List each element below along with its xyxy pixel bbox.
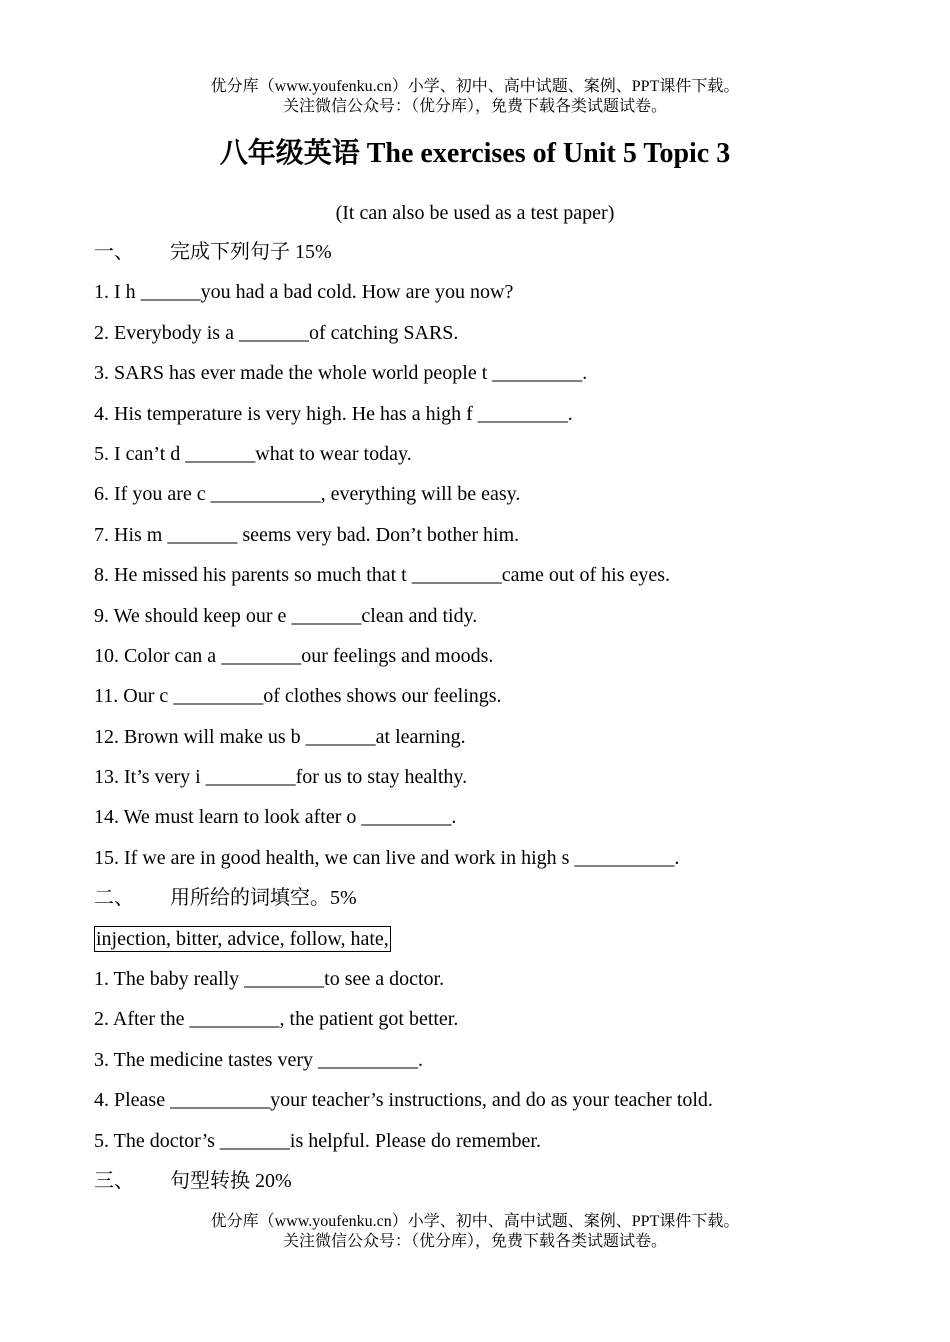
section-1-question: 7. His m _______ seems very bad. Don’t bother him. — [94, 523, 520, 546]
section-1-question: 6. If you are c ___________, everything will be easy. — [94, 483, 521, 506]
section-3-title: 句型转换 20% — [170, 1169, 292, 1192]
section-1-question: 3. SARS has ever made the whole world people t _________. — [94, 362, 588, 385]
document-subtitle: (It can also be used as a test paper) — [335, 202, 615, 224]
footer-line-2: 关注微信公众号：（优分库），免费下载各类试题试卷。 — [282, 1233, 667, 1250]
section-1-question: 10. Color can a ________our feelings and moods. — [94, 644, 494, 667]
section-3-number: 三、 — [94, 1169, 134, 1192]
section-1-question: 13. It’s very i _________for us to stay healthy. — [94, 766, 468, 789]
word-box-row — [94, 925, 914, 965]
section-2-title: 用所给的词填空。5% — [170, 887, 357, 910]
section-3-heading — [94, 1167, 914, 1207]
section-1-number: 一、 — [94, 241, 134, 263]
section-1-question: 12. Brown will make us b _______at learning. — [94, 725, 466, 748]
section-1-question: 8. He missed his parents so much that t _________came out of his eyes. — [94, 564, 671, 587]
page-footer — [0, 1212, 950, 1252]
section-2-question: 5. The doctor’s _______is helpful. Please do remember. — [94, 1129, 541, 1152]
header-line-1: 优分库（www.youfenku.cn）小学、初中、高中试题、案例、PPT课件下载。 — [210, 78, 740, 95]
section-1-title: 完成下列句子 15% — [170, 241, 332, 263]
section-2-question: 2. After the _________, the patient got better. — [94, 1008, 459, 1031]
section-2-number: 二、 — [94, 887, 134, 910]
section-2-question: 3. The medicine tastes very __________. — [94, 1048, 424, 1071]
section-1-question: 4. His temperature is very high. He has a high f _________. — [94, 402, 573, 425]
section-1-question: 2. Everybody is a _______of catching SARS. — [94, 321, 459, 344]
section-1-question: 11. Our c _________of clothes shows our feelings. — [94, 685, 502, 708]
section-1-question: 15. If we are in good health, we can live and work in high s __________. — [94, 846, 680, 869]
header-line-2: 关注微信公众号：（优分库），免费下载各类试题试卷。 — [282, 98, 667, 115]
document-title: 八年级英语 The exercises of Unit 5 Topic 3 — [219, 138, 731, 169]
section-1-question: 5. I can’t d _______what to wear today. — [94, 442, 412, 465]
footer-line-1: 优分库（www.youfenku.cn）小学、初中、高中试题、案例、PPT课件下载。 — [210, 1213, 740, 1230]
section-1-question: 1. I h ______you had a bad cold. How are you now? — [94, 281, 514, 304]
page-header — [0, 77, 950, 117]
section-1-question: 14. We must learn to look after o _________. — [94, 806, 457, 829]
section-2-question: 1. The baby really ________to see a doctor. — [94, 968, 445, 991]
section-1-question: 9. We should keep our e _______clean and tidy. — [94, 604, 478, 627]
section-1-heading — [94, 238, 914, 278]
word-box: injection, bitter, advice, follow, hate, — [96, 927, 389, 950]
section-2-question: 4. Please __________your teacher’s instructions, and do as your teacher told. — [94, 1089, 713, 1112]
exercise-content — [94, 238, 914, 1207]
section-2-heading — [94, 884, 914, 924]
